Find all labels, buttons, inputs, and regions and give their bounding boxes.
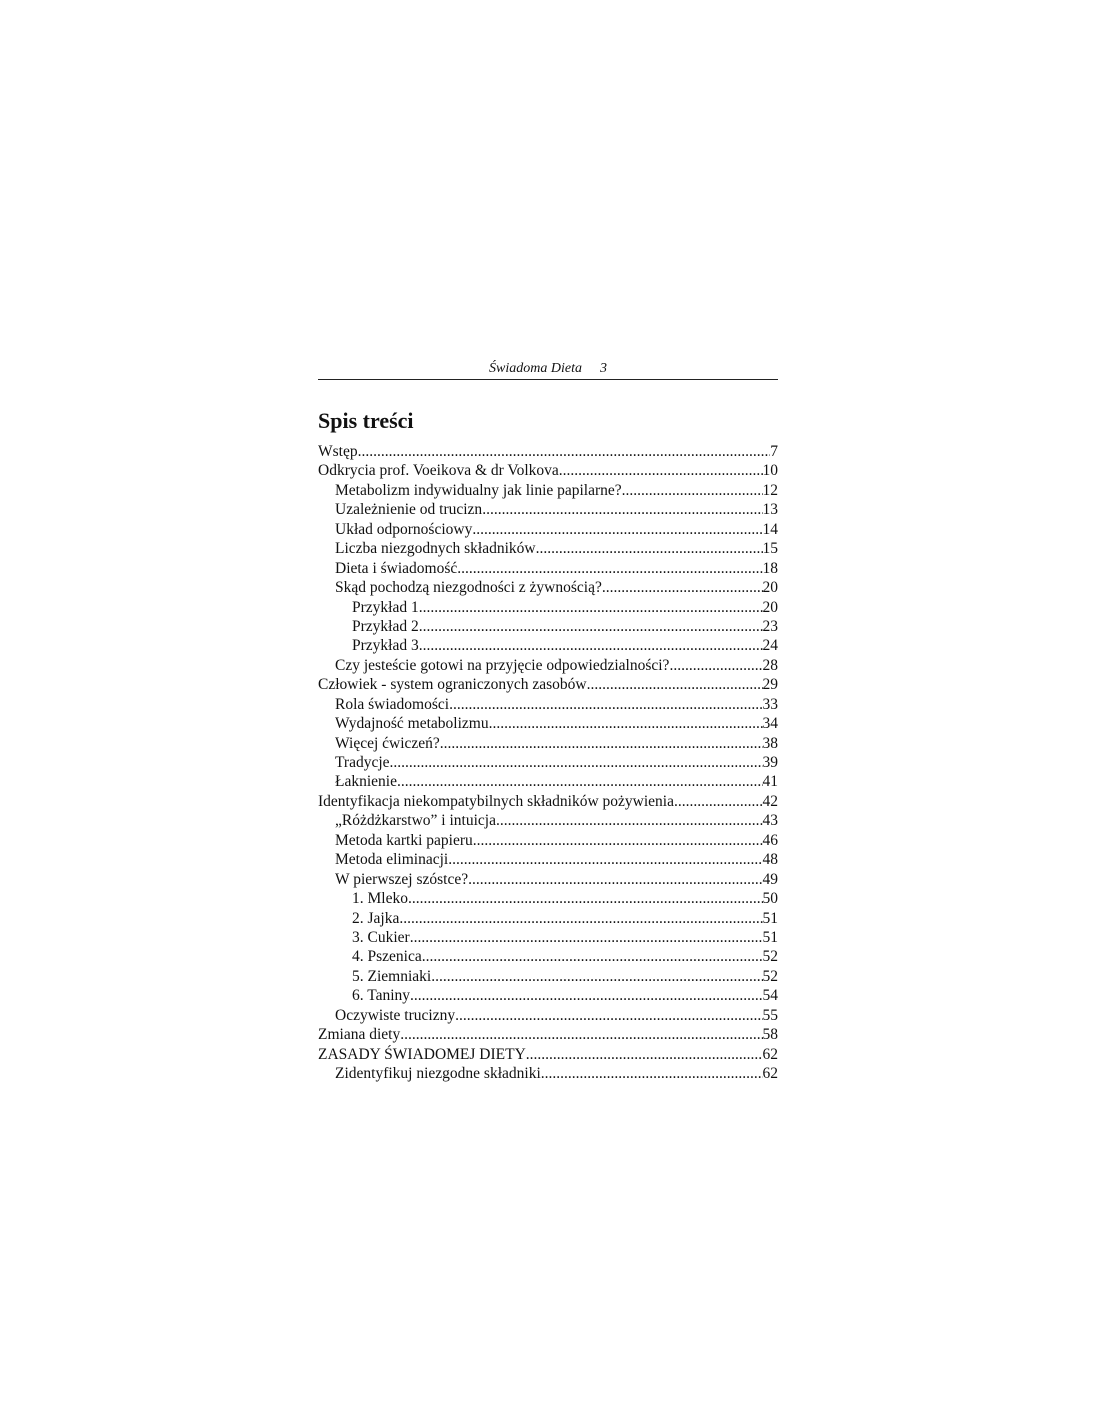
toc-entry bbox=[318, 831, 778, 850]
toc-entry bbox=[318, 850, 778, 869]
toc-entry-page-number: 62 bbox=[762, 1045, 778, 1063]
toc-entry-page-number: 41 bbox=[762, 773, 778, 791]
toc-dot-leader bbox=[526, 1045, 763, 1064]
toc-entry-page-number: 58 bbox=[762, 1026, 778, 1044]
toc-entry bbox=[318, 1006, 778, 1025]
toc-dot-leader bbox=[472, 520, 762, 539]
toc-entry-label: Oczywiste trucizny bbox=[335, 1006, 456, 1024]
toc-entry-page-number: 29 bbox=[762, 676, 778, 694]
toc-dot-leader bbox=[587, 675, 763, 694]
toc-entry-page-number: 52 bbox=[762, 948, 778, 966]
toc-heading: Spis treści bbox=[318, 408, 414, 433]
toc-entry-label: Identyfikacja niekompatybilnych składników pożywienia bbox=[318, 792, 674, 810]
toc-entry bbox=[318, 500, 778, 519]
toc-entry-label: Wydajność metabolizmu bbox=[335, 715, 489, 733]
toc-dot-leader bbox=[419, 636, 763, 655]
toc-entry-label: Metoda kartki papieru bbox=[335, 831, 473, 849]
toc-entry-page-number: 18 bbox=[762, 559, 778, 577]
toc-entry-label: „Różdżkarstwo” i intuicja bbox=[335, 812, 496, 830]
toc-dot-leader bbox=[541, 1064, 763, 1083]
toc-entry bbox=[318, 986, 778, 1005]
toc-entry-label: Zidentyfikuj niezgodne składniki bbox=[335, 1065, 541, 1082]
toc-entry-label: Uzależnienie od trucizn bbox=[335, 501, 483, 519]
toc-entry bbox=[318, 617, 778, 636]
toc-entry-label: Czy jesteście gotowi na przyjęcie odpowiedzialności? bbox=[335, 656, 670, 674]
toc-entry-page-number: 7 bbox=[770, 443, 778, 460]
toc-dot-leader bbox=[457, 559, 762, 578]
toc-entry-page-number: 34 bbox=[762, 715, 778, 733]
table-of-contents bbox=[318, 442, 778, 1083]
toc-entry-label: Człowiek - system ograniczonych zasobów bbox=[318, 676, 587, 694]
toc-entry-page-number: 20 bbox=[762, 598, 778, 616]
running-header bbox=[318, 360, 778, 380]
toc-entry bbox=[318, 636, 778, 655]
toc-entry-label: Łaknienie bbox=[335, 773, 397, 791]
toc-dot-leader bbox=[397, 772, 763, 791]
toc-entry bbox=[318, 870, 778, 889]
toc-entry-page-number: 33 bbox=[762, 695, 778, 713]
toc-entry-page-number: 13 bbox=[762, 501, 778, 519]
toc-dot-leader bbox=[449, 695, 762, 714]
toc-entry-label: Metoda eliminacji bbox=[335, 851, 449, 869]
toc-entry bbox=[318, 909, 778, 928]
toc-dot-leader bbox=[602, 578, 763, 597]
toc-entry-label: Skąd pochodzą niezgodności z żywnością? bbox=[335, 579, 602, 597]
toc-entry-page-number: 39 bbox=[762, 754, 778, 771]
toc-entry-label: Metabolizm indywidualny jak linie papilarne? bbox=[335, 481, 622, 499]
toc-entry bbox=[318, 753, 778, 772]
toc-dot-leader bbox=[435, 967, 762, 986]
toc-entry bbox=[318, 811, 778, 830]
toc-entry-page-number: 43 bbox=[762, 812, 778, 830]
toc-entry bbox=[318, 792, 778, 811]
toc-entry bbox=[318, 734, 778, 753]
toc-entry-page-number: 55 bbox=[762, 1006, 778, 1024]
toc-entry bbox=[318, 695, 778, 714]
toc-dot-leader bbox=[410, 986, 762, 1005]
toc-entry-label: Przykład 3 bbox=[352, 637, 419, 655]
toc-entry bbox=[318, 461, 778, 480]
toc-entry-page-number: 28 bbox=[762, 656, 778, 674]
toc-dot-leader bbox=[473, 831, 763, 850]
toc-entry-label: 3. Cukier bbox=[352, 928, 410, 946]
toc-entry-page-number: 50 bbox=[762, 890, 778, 908]
toc-entry-label: Liczba niezgodnych składników bbox=[335, 540, 536, 558]
toc-entry bbox=[318, 928, 778, 947]
toc-dot-leader bbox=[399, 909, 762, 928]
toc-dot-leader bbox=[448, 850, 762, 869]
toc-entry bbox=[318, 947, 778, 966]
toc-entry-label: Układ odpornościowy bbox=[335, 520, 473, 538]
running-header-page-number: 3 bbox=[599, 361, 607, 376]
toc-entry-label: 5. Ziemniaki. bbox=[352, 967, 436, 985]
toc-dot-leader bbox=[408, 889, 763, 908]
toc-entry-page-number: 24 bbox=[762, 637, 778, 655]
toc-entry-page-number: 51 bbox=[762, 909, 778, 927]
toc-dot-leader bbox=[536, 539, 763, 558]
toc-entry-page-number: 12 bbox=[762, 481, 778, 499]
toc-entry-page-number: 15 bbox=[762, 540, 778, 558]
toc-entry bbox=[318, 481, 778, 500]
toc-entry-label: 6. Taniny bbox=[352, 987, 411, 1005]
toc-dot-leader bbox=[489, 714, 763, 733]
toc-entry-page-number: 42 bbox=[762, 792, 778, 810]
toc-entry bbox=[318, 656, 778, 675]
toc-entry-label: Przykład 2 bbox=[352, 617, 419, 635]
toc-entry-page-number: 62 bbox=[762, 1065, 778, 1082]
toc-dot-leader bbox=[482, 500, 762, 519]
toc-dot-leader bbox=[622, 481, 763, 500]
toc-entry-label: 4. Pszenica bbox=[352, 948, 422, 966]
toc-entry bbox=[318, 598, 778, 617]
toc-dot-leader bbox=[390, 753, 763, 772]
toc-entry bbox=[318, 1064, 778, 1083]
toc-entry-page-number: 48 bbox=[762, 851, 778, 869]
toc-dot-leader bbox=[422, 947, 763, 966]
toc-entry-label: Dieta i świadomość bbox=[335, 559, 458, 577]
toc-entry bbox=[318, 889, 778, 908]
toc-entry-page-number: 38 bbox=[762, 734, 778, 752]
toc-dot-leader bbox=[400, 1025, 762, 1044]
toc-entry-label: Zmiana diety bbox=[318, 1026, 401, 1044]
toc-entry-page-number: 49 bbox=[762, 870, 778, 888]
toc-entry bbox=[318, 1045, 778, 1064]
toc-entry bbox=[318, 578, 778, 597]
toc-entry-page-number: 46 bbox=[762, 831, 778, 849]
toc-dot-leader bbox=[410, 928, 763, 947]
toc-entry-page-number: 10 bbox=[762, 462, 778, 480]
toc-entry-page-number: 51 bbox=[762, 928, 778, 946]
toc-entry-label: Rola świadomości bbox=[335, 695, 450, 713]
running-header-title: Świadoma Dieta bbox=[489, 361, 582, 376]
book-page bbox=[318, 360, 778, 1083]
toc-entry-label: ZASADY ŚWIADOMEJ DIETY bbox=[318, 1045, 526, 1063]
toc-entry bbox=[318, 442, 778, 461]
toc-entry bbox=[318, 967, 778, 986]
toc-entry-label: W pierwszej szóstce? bbox=[335, 870, 469, 888]
toc-dot-leader bbox=[559, 461, 763, 480]
toc-entry-label: Tradycje bbox=[335, 754, 390, 771]
toc-entry-page-number: 54 bbox=[762, 987, 778, 1005]
toc-entry-label: Wstęp bbox=[318, 443, 358, 460]
toc-dot-leader bbox=[669, 656, 762, 675]
toc-entry bbox=[318, 559, 778, 578]
toc-entry-page-number: 52 bbox=[762, 967, 778, 985]
toc-dot-leader bbox=[496, 811, 763, 830]
toc-entry bbox=[318, 772, 778, 791]
toc-dot-leader bbox=[419, 617, 763, 636]
toc-entry-page-number: 14 bbox=[762, 520, 778, 538]
toc-entry bbox=[318, 675, 778, 694]
toc-entry-label: 2. Jajka bbox=[352, 909, 400, 927]
toc-dot-leader bbox=[674, 792, 763, 811]
toc-entry-label: Odkrycia prof. Voeikova & dr Volkova bbox=[318, 462, 559, 480]
toc-entry-label: 1. Mleko bbox=[352, 890, 408, 908]
toc-dot-leader bbox=[468, 870, 762, 889]
toc-dot-leader bbox=[358, 442, 771, 461]
toc-dot-leader bbox=[419, 598, 763, 617]
toc-dot-leader bbox=[440, 734, 763, 753]
toc-entry-page-number: 23 bbox=[762, 617, 778, 635]
toc-dot-leader bbox=[455, 1006, 762, 1025]
toc-entry bbox=[318, 714, 778, 733]
toc-entry-page-number: 20 bbox=[762, 579, 778, 597]
toc-entry bbox=[318, 520, 778, 539]
toc-entry-label: Przykład 1 bbox=[352, 598, 419, 616]
toc-entry bbox=[318, 1025, 778, 1044]
toc-entry-label: Więcej ćwiczeń? bbox=[335, 734, 440, 752]
toc-entry bbox=[318, 539, 778, 558]
